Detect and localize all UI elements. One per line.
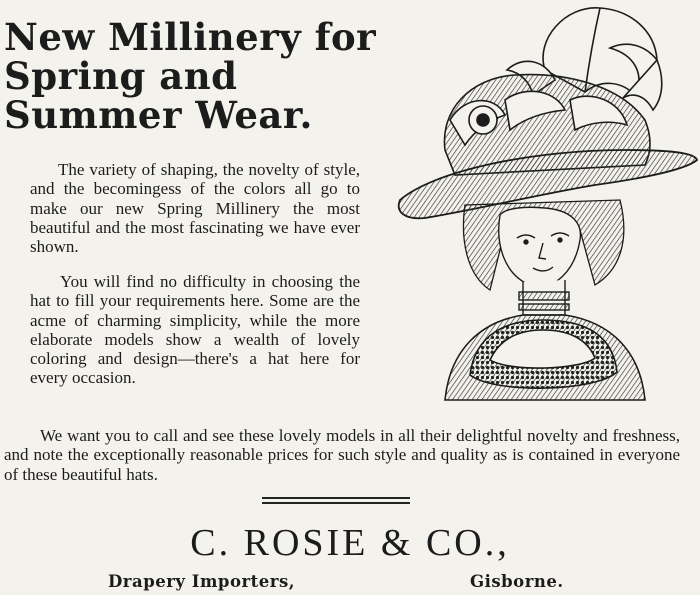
divider-rule-bottom <box>262 502 410 504</box>
business-type: Drapery Importers, <box>108 572 296 591</box>
business-location: Gisborne. <box>470 572 564 591</box>
company-name: C. ROSIE & CO., <box>190 522 510 564</box>
body-paragraph-2: You will find no difficulty in choosing the hat to fill your requirements here. Some are the acme of charming simplicity, while the more elaborate models show a wealth of lovely coloring and design—there's a hat here for every occasion. <box>30 272 360 388</box>
neck-collar <box>519 280 569 315</box>
headline-line-2: Spring and <box>4 54 238 98</box>
headline <box>4 15 377 137</box>
face <box>499 207 581 286</box>
woman-in-feathered-hat-illustration <box>395 0 700 405</box>
bodice <box>445 315 645 400</box>
headline-line-1: New Millinery for <box>4 15 377 59</box>
headline-line-3: Summer Wear. <box>4 93 313 137</box>
body-paragraph-1: The variety of shaping, the novelty of style, and the becomingess of the colors all go to make our new Spring Millinery the most beautiful and the most fascinating we have ever shown. <box>30 160 360 257</box>
body-paragraph-3: We want you to call and see these lovely models in all their delightful novelty and freshness, and note the exceptionally reasonable prices for such style and quality as is contained in everyone of these beautiful hats. <box>4 426 680 484</box>
divider-rule-top <box>262 497 410 499</box>
